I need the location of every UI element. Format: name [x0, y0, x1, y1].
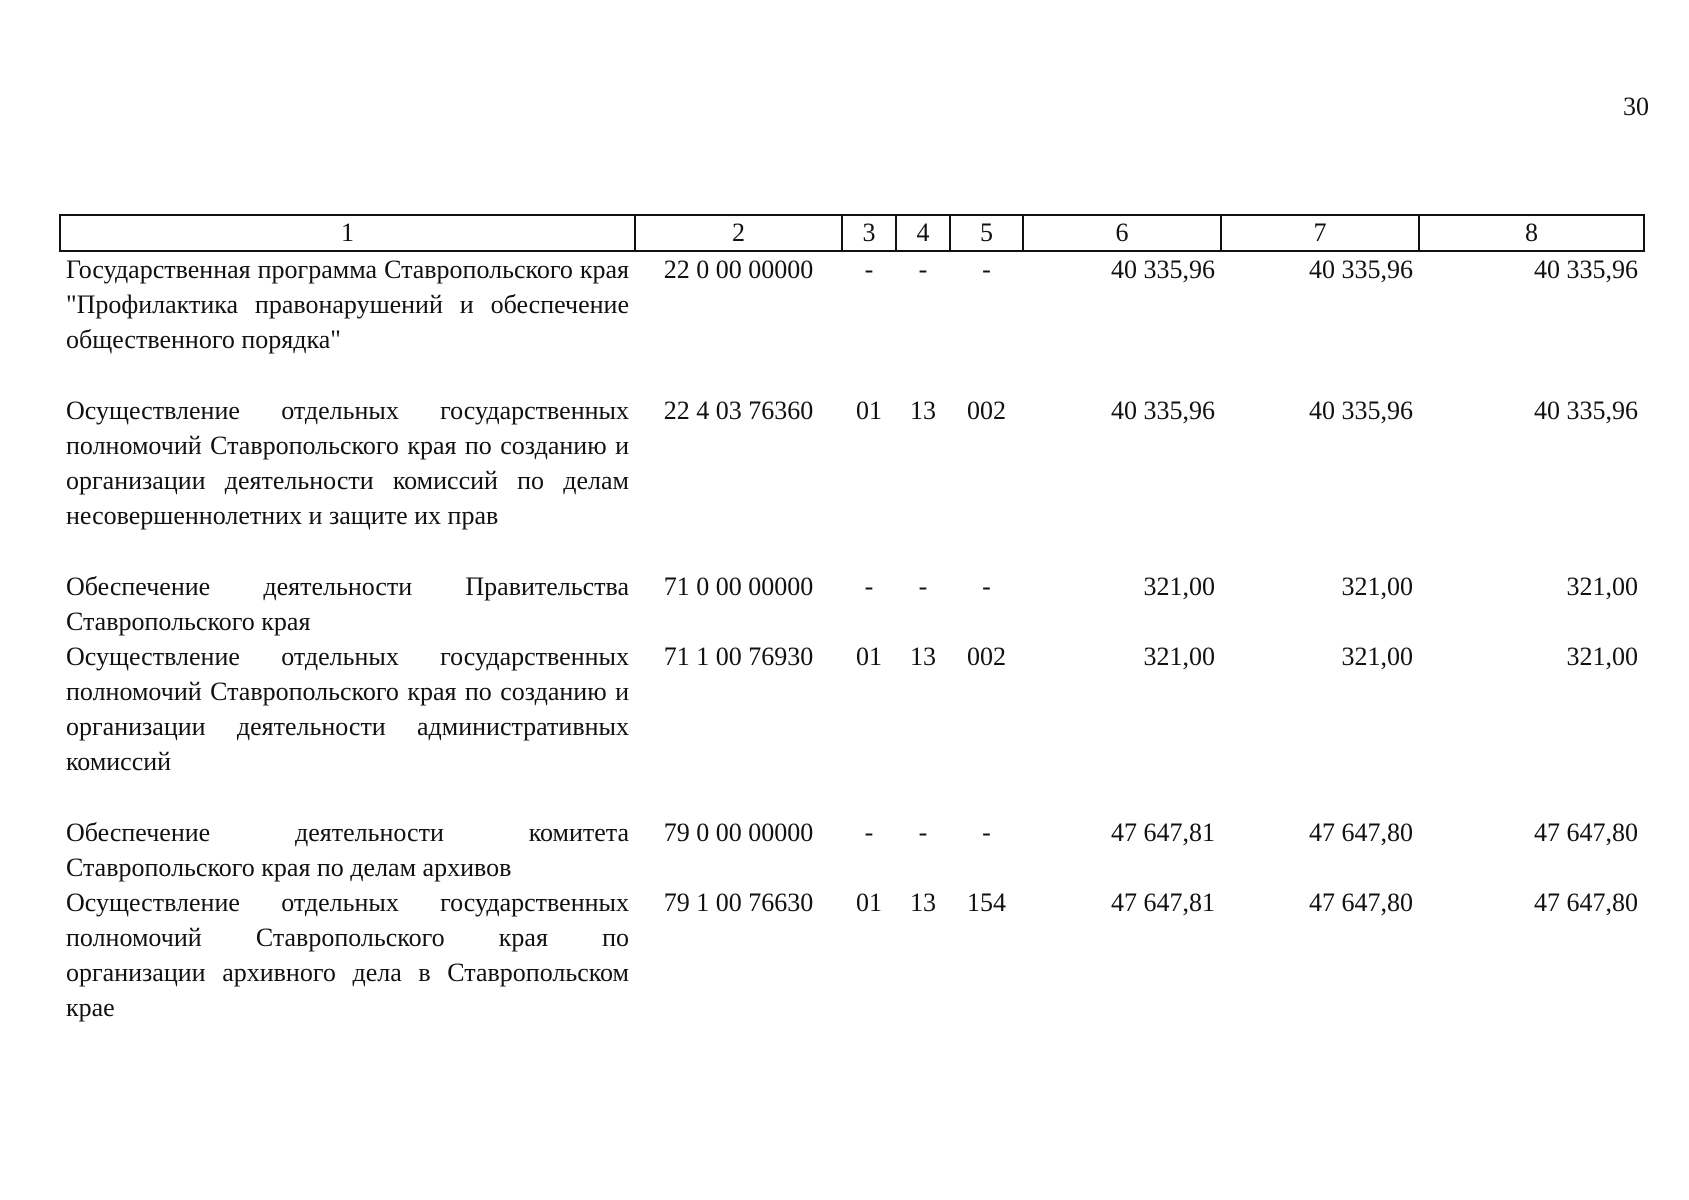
table-row — [60, 885, 1644, 1025]
row-col-4: 13 — [910, 396, 936, 425]
row-value-6: 40 335,96 — [1111, 255, 1215, 284]
row-value-7: 321,00 — [1341, 642, 1413, 671]
table-row — [60, 639, 1644, 815]
table-row — [60, 393, 1644, 569]
row-col-5: 002 — [967, 642, 1006, 671]
row-col-5: 002 — [967, 396, 1006, 425]
row-col-3: - — [864, 818, 874, 847]
table-row — [60, 569, 1644, 639]
row-value-8: 321,00 — [1566, 572, 1638, 601]
row-value-6: 321,00 — [1143, 572, 1215, 601]
row-col-3: 01 — [856, 396, 882, 425]
row-col-5: - — [982, 818, 991, 847]
header-col-7: 7 — [1221, 215, 1419, 251]
row-code: 22 0 00 00000 — [663, 255, 814, 284]
table-row — [60, 251, 1644, 393]
row-value-6: 321,00 — [1143, 642, 1215, 671]
row-col-5: 154 — [967, 888, 1006, 917]
row-value-6: 40 335,96 — [1111, 396, 1215, 425]
budget-table — [59, 214, 1645, 1025]
header-col-3: 3 — [842, 215, 896, 251]
row-value-6: 47 647,81 — [1111, 888, 1215, 917]
row-col-3: 01 — [856, 888, 882, 917]
header-col-1: 1 — [60, 215, 635, 251]
row-value-7: 40 335,96 — [1309, 255, 1413, 284]
row-name: Обеспечение деятельности Правительства Ставропольского края — [66, 572, 629, 636]
row-value-8: 47 647,80 — [1534, 888, 1638, 917]
row-name: Обеспечение деятельности комитета Ставропольского края по делам архивов — [66, 818, 629, 882]
header-row — [60, 215, 1644, 251]
table-row — [60, 815, 1644, 885]
page-number: 30 — [1623, 92, 1649, 121]
row-code: 79 1 00 76630 — [663, 888, 814, 917]
table-body — [60, 251, 1644, 1025]
row-col-4: 13 — [910, 642, 936, 671]
row-name: Осуществление отдельных государственных полномочий Ставропольского края по созданию и организации деятельности административных комиссий — [66, 642, 629, 776]
row-value-8: 40 335,96 — [1534, 255, 1638, 284]
row-col-4: 13 — [910, 888, 936, 917]
row-value-8: 40 335,96 — [1534, 396, 1638, 425]
row-col-4: - — [918, 255, 928, 284]
row-col-4: - — [918, 818, 928, 847]
header-col-8: 8 — [1419, 215, 1644, 251]
row-value-7: 47 647,80 — [1309, 818, 1413, 847]
row-col-3: - — [864, 255, 874, 284]
header-col-4: 4 — [896, 215, 950, 251]
table-header — [60, 215, 1644, 251]
row-col-3: 01 — [856, 642, 882, 671]
header-col-2: 2 — [635, 215, 842, 251]
row-code: 71 0 00 00000 — [663, 572, 814, 601]
row-value-7: 321,00 — [1341, 572, 1413, 601]
row-name: Осуществление отдельных государственных полномочий Ставропольского края по созданию и организации деятельности комиссий по делам несовершеннолетних и защите их прав — [66, 396, 629, 530]
row-value-7: 47 647,80 — [1309, 888, 1413, 917]
row-value-8: 321,00 — [1566, 642, 1638, 671]
row-col-3: - — [864, 572, 874, 601]
row-col-4: - — [918, 572, 928, 601]
row-code: 71 1 00 76930 — [663, 642, 814, 671]
header-col-6: 6 — [1023, 215, 1221, 251]
row-name: Осуществление отдельных государственных полномочий Ставропольского края по организации архивного дела в Ставропольском крае — [66, 888, 629, 1022]
row-code: 79 0 00 00000 — [663, 818, 814, 847]
header-col-5: 5 — [950, 215, 1023, 251]
row-value-8: 47 647,80 — [1534, 818, 1638, 847]
row-value-6: 47 647,81 — [1111, 818, 1215, 847]
row-col-5: - — [982, 255, 991, 284]
row-name: Государственная программа Ставропольского края "Профилактика правонарушений и обеспечение общественного порядка" — [66, 255, 629, 354]
row-value-7: 40 335,96 — [1309, 396, 1413, 425]
row-col-5: - — [982, 572, 991, 601]
row-code: 22 4 03 76360 — [663, 396, 814, 425]
